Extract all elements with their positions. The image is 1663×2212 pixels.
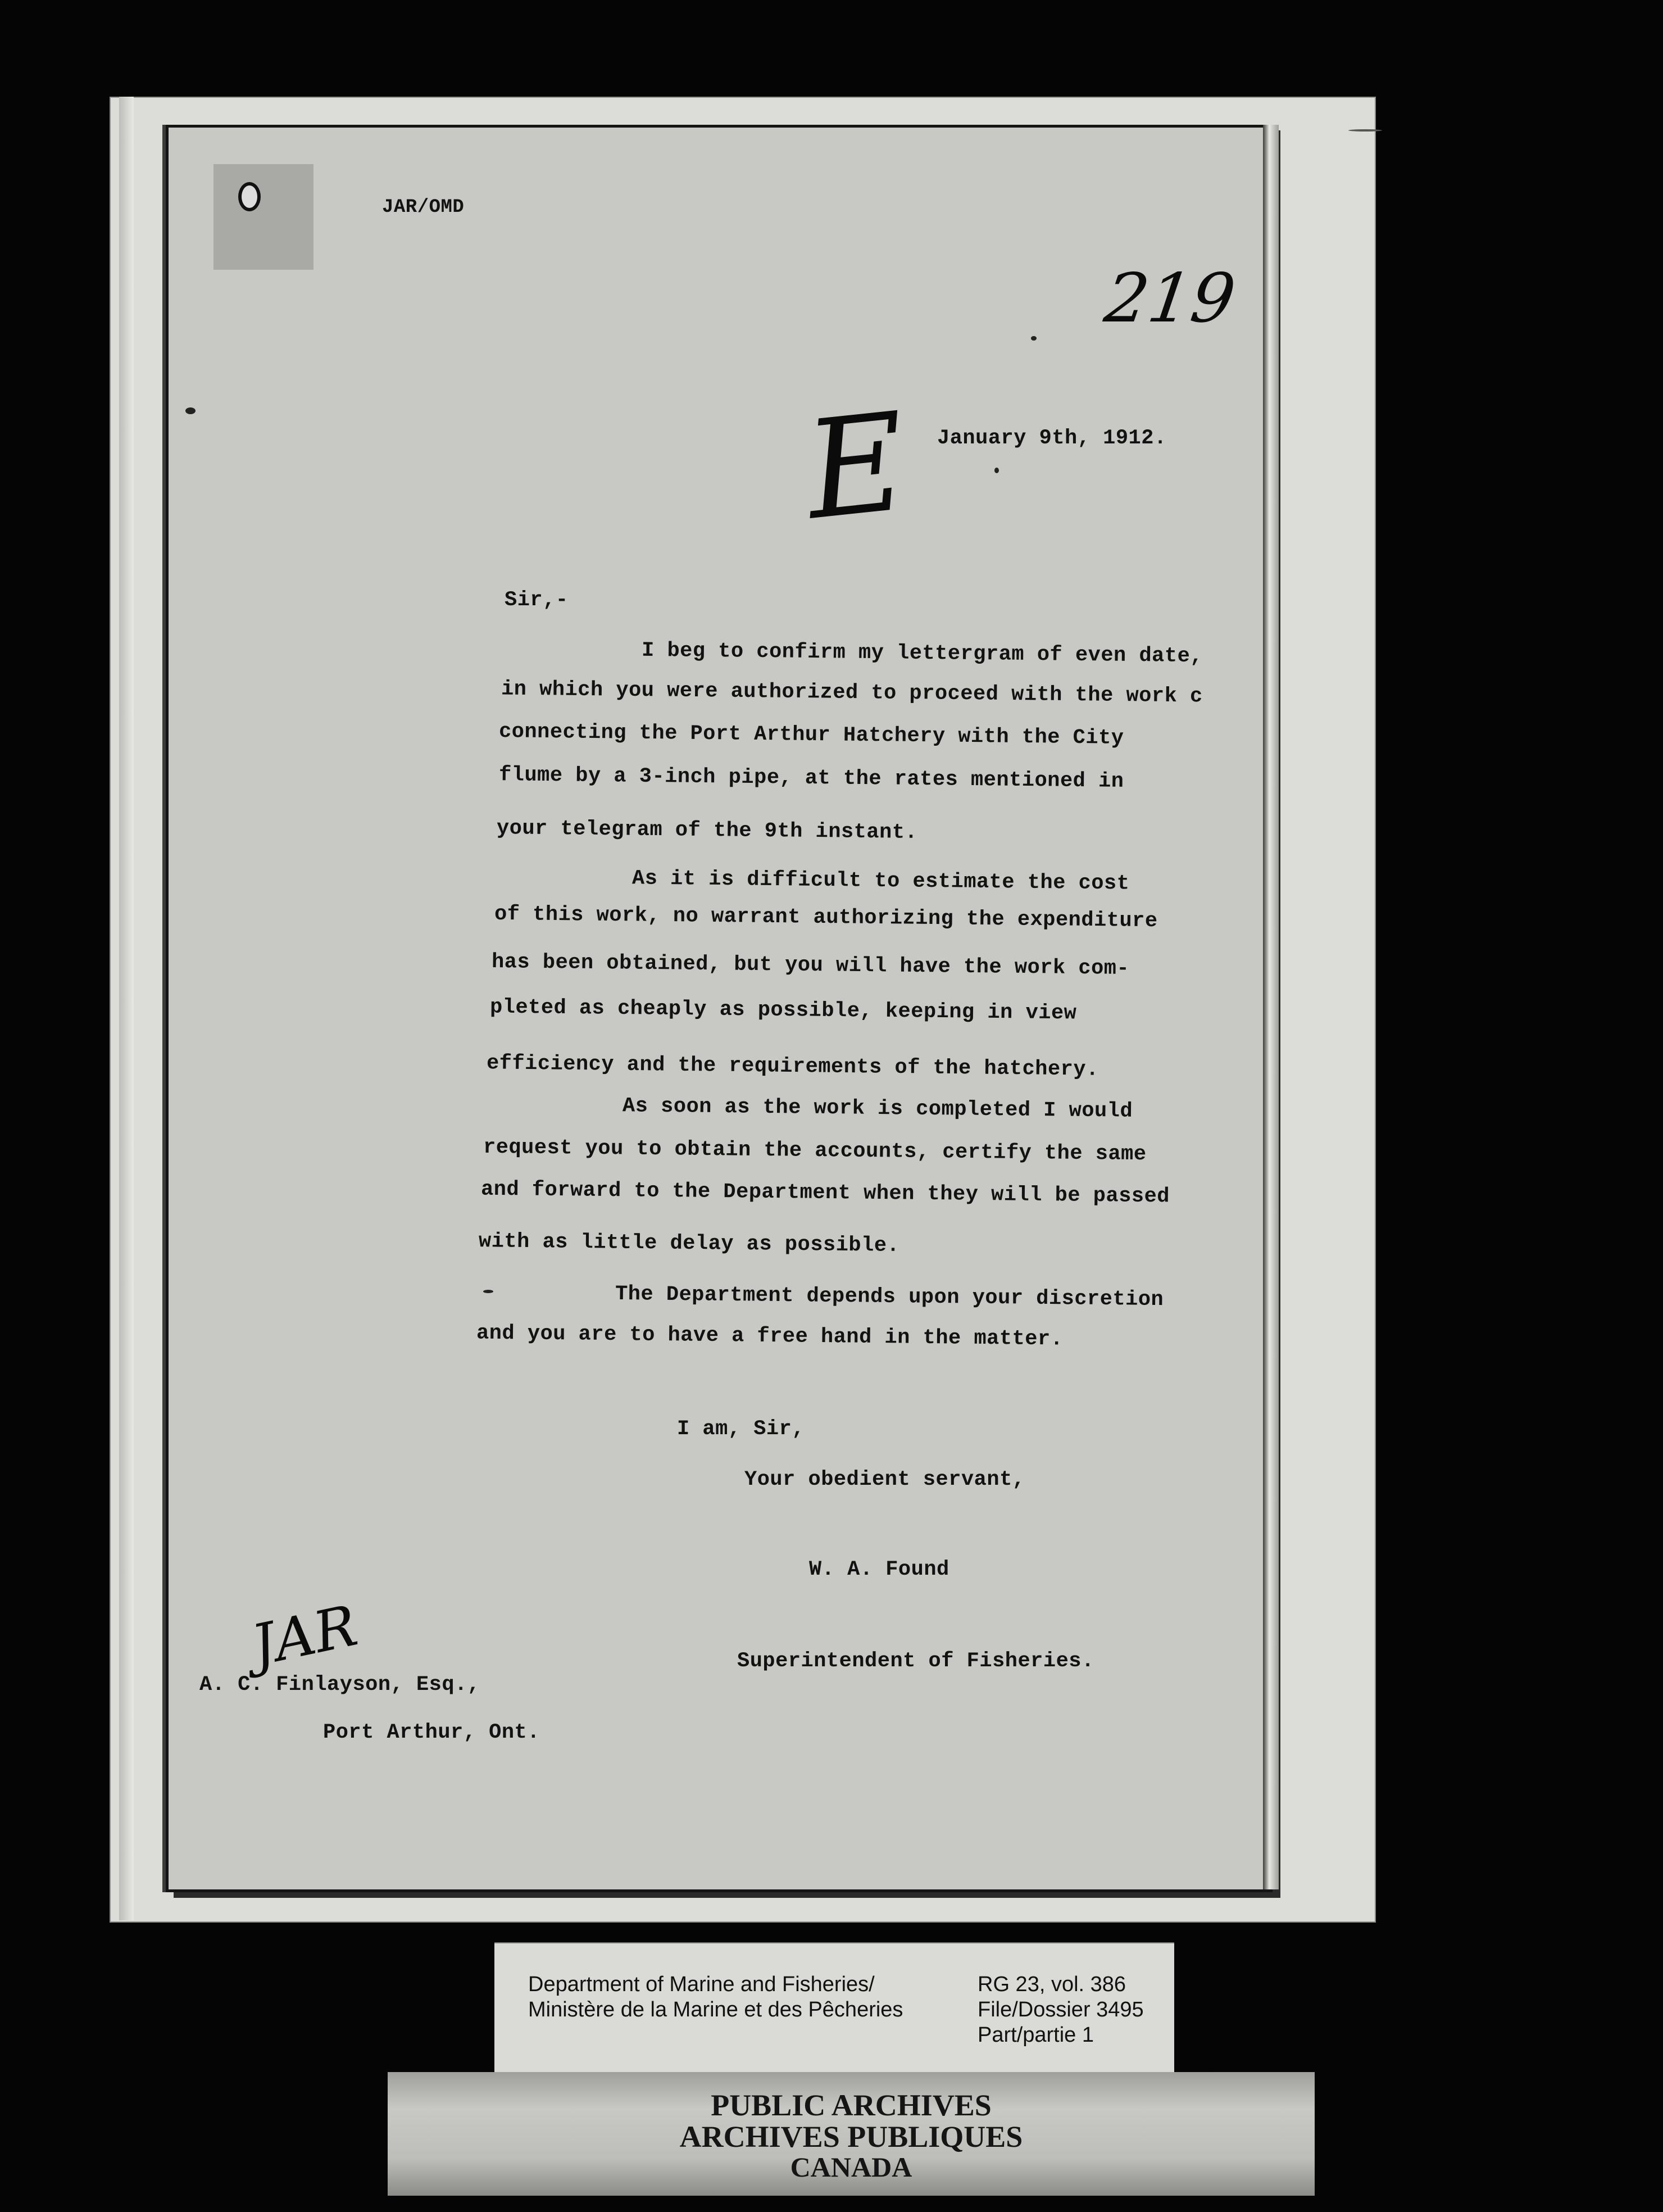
signature-title: Superintendent of Fisheries. (737, 1649, 1094, 1673)
stamp-line: PUBLIC ARCHIVES (711, 2088, 992, 2122)
letter-date: January 9th, 1912. (937, 427, 1167, 450)
body-line: flume by a 3-inch pipe, at the rates mentioned in (498, 763, 1124, 794)
body-line: in which you were authorized to proceed with the work c (501, 677, 1203, 709)
letter-page-edge (1263, 125, 1279, 1889)
record-file: File/Dossier 3495 (978, 1998, 1144, 2021)
film-scratch (1348, 129, 1382, 132)
body-line: The Department depends upon your discretion (615, 1282, 1164, 1312)
body-line: As it is difficult to estimate the cost (631, 867, 1130, 896)
record-volume: RG 23, vol. 386 (978, 1973, 1126, 1996)
handwritten-mark: E (798, 383, 914, 550)
body-line: request you to obtain the accounts, certify the same (483, 1135, 1147, 1167)
archives-stamp-band (388, 2072, 1315, 2196)
record-part: Part/partie 1 (978, 2023, 1094, 2047)
body-line: pleted as cheaply as possible, keeping in view (489, 995, 1077, 1026)
body-line: with as little delay as possible. (478, 1230, 900, 1258)
stamp-line: CANADA (790, 2151, 912, 2183)
film-speck (994, 468, 999, 473)
addressee-place: Port Arthur, Ont. (323, 1721, 540, 1744)
mount-edge (119, 97, 134, 1920)
reference-code: JAR/OMD (382, 197, 465, 218)
handwritten-folio-number: 219 (1100, 260, 1240, 338)
body-line: your telegram of the 9th instant. (496, 817, 918, 845)
body-line: has been obtained, but you will have the work com- (491, 950, 1130, 981)
signature-name: W. A. Found (809, 1558, 949, 1581)
body-line: As soon as the work is completed I would (622, 1094, 1133, 1123)
film-speck (1031, 336, 1037, 341)
film-speck (185, 407, 196, 414)
body-line: I beg to confirm my lettergram of even date, (641, 638, 1203, 669)
closing-line: I am, Sir, (677, 1417, 805, 1441)
film-speck (483, 1290, 493, 1293)
body-line: and you are to have a free hand in the matter. (476, 1321, 1064, 1352)
stamp-line: ARCHIVES PUBLIQUES (679, 2120, 1023, 2154)
department-french: Ministère de la Marine et des Pêcheries (528, 1998, 903, 2021)
closing-line: Your obedient servant, (744, 1468, 1025, 1492)
punch-tab (213, 164, 313, 270)
body-line: connecting the Port Arthur Hatchery with the City (498, 720, 1124, 750)
addressee-name: A. C. Finlayson, Esq., (199, 1673, 480, 1697)
body-line: and forward to the Department when they will be passed (480, 1177, 1170, 1209)
body-line: efficiency and the requirements of the hatchery. (486, 1051, 1099, 1082)
body-line: of this work, no warrant authorizing the expenditure (494, 902, 1158, 933)
department-english: Department of Marine and Fisheries/ (528, 1973, 875, 1996)
punch-hole (238, 182, 261, 211)
handwritten-initials: JAR (246, 1592, 363, 1679)
salutation: Sir,- (505, 588, 569, 612)
